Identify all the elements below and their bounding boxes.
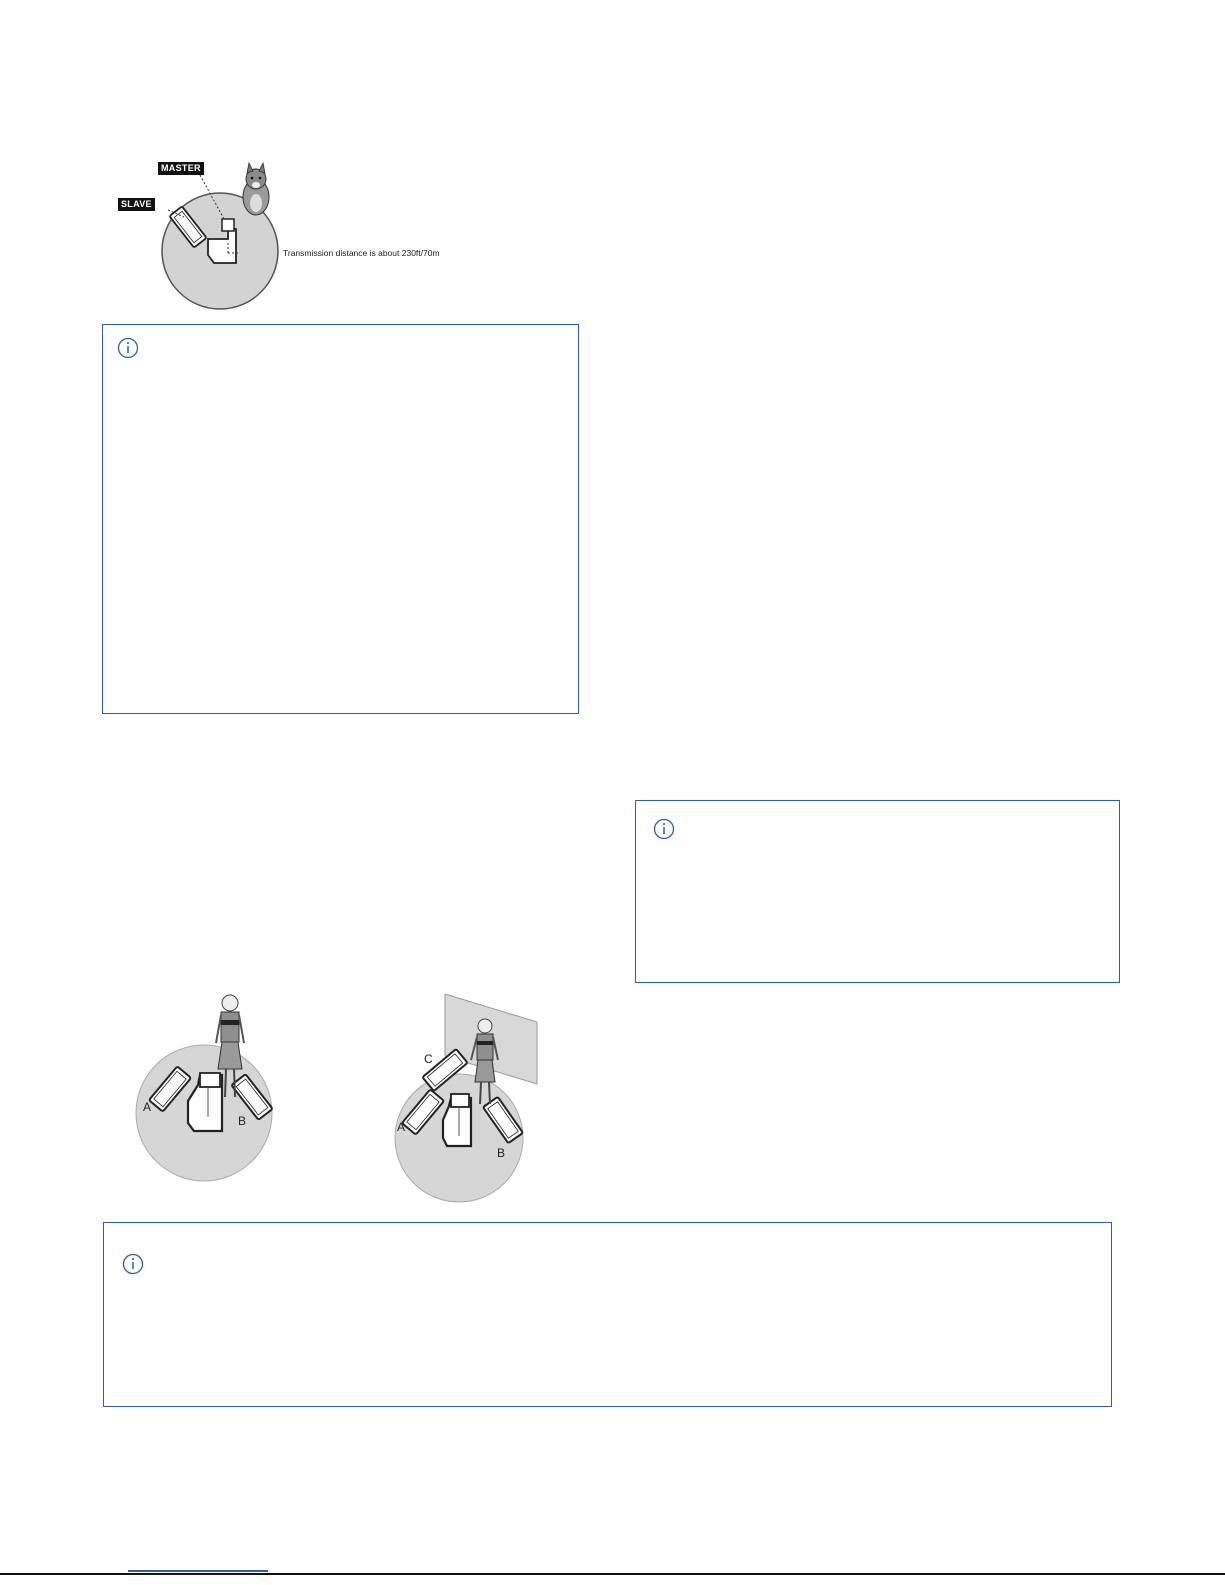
unit-c-label: C <box>424 1052 433 1066</box>
info-icon <box>117 337 139 359</box>
three-units-svg <box>385 990 555 1205</box>
figure-master-slave <box>110 155 470 315</box>
transmission-distance-caption: Transmission distance is about 230ft/70m <box>283 248 440 258</box>
info-box-3 <box>103 1222 1112 1407</box>
master-label: MASTER <box>158 162 204 175</box>
unit-b-label: B <box>238 1114 247 1128</box>
range-diagram-svg <box>110 155 470 315</box>
dog-illustration <box>243 163 269 215</box>
info-box-1 <box>102 324 579 714</box>
slave-label: SLAVE <box>118 198 155 211</box>
figure-three-units <box>385 990 555 1205</box>
unit-b-label: B <box>497 1146 506 1160</box>
unit-a-label: A <box>143 1100 152 1114</box>
two-units-svg <box>130 985 290 1185</box>
footer-link-underline[interactable] <box>128 1570 268 1572</box>
footer-rule <box>0 1573 1225 1575</box>
info-icon <box>653 818 675 840</box>
info-box-2 <box>635 800 1120 983</box>
info-icon <box>122 1253 144 1275</box>
figure-two-units <box>130 985 290 1185</box>
unit-a-label: A <box>397 1120 406 1134</box>
